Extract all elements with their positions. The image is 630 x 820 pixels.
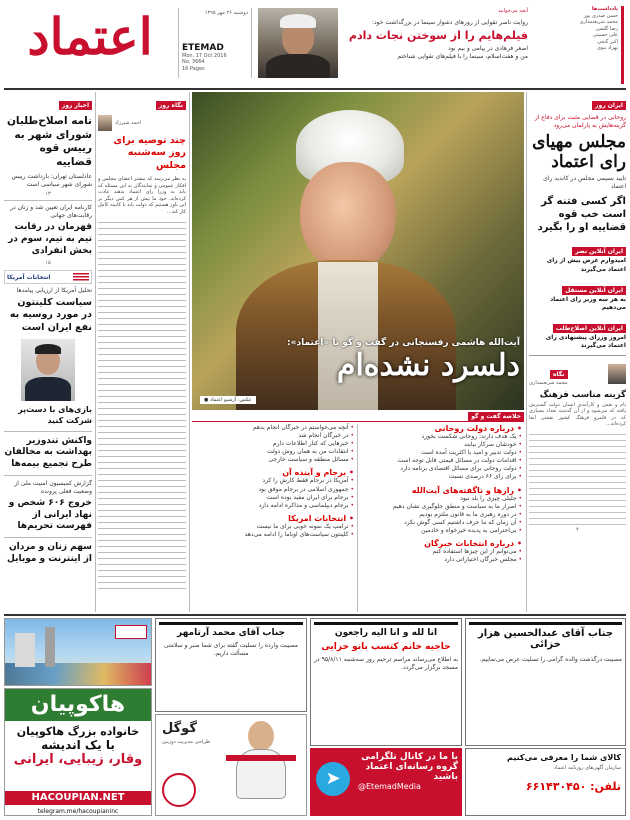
- summary-item: • آن زمان که ما حرف داشتیم کسی گوش نکرد: [360, 519, 522, 527]
- summary-item: • کلینتون سیاست‌های اوباما را ادامه می‌دهد: [194, 531, 354, 539]
- left-headline-3[interactable]: قهرمان در رقابت تیم به تیم، سوم در بخش انفرادی: [8, 222, 92, 256]
- columnist-photo: [608, 364, 626, 384]
- summary-item: • در دوره رهبری ما به قانون ملتزم بودیم: [360, 511, 522, 519]
- condolence-notice-2[interactable]: [465, 618, 626, 746]
- condolence-notice-1[interactable]: [155, 618, 307, 712]
- summary-item: • یک هدف دارند: روحانی شکست بخورد: [360, 433, 522, 441]
- telegram-icon: ➤: [316, 762, 350, 796]
- notice-2-sub: حاجیه خانم کتسب بانو خزایی: [321, 642, 451, 652]
- telegram-line-2: گروه رسانه‌ای اعتماد: [365, 762, 458, 772]
- right-kicker: روحانی در قضایی مثبت برای دفاع از گزینه‌هایش به پارلمان می‌رود: [534, 114, 626, 130]
- masthead: [0, 0, 630, 86]
- hacoupian-telegram: telegram.me/hacoupianinc: [37, 808, 119, 815]
- figure-illustration: [226, 721, 296, 811]
- left-headline-6[interactable]: واکنش تندوزیر بهداشت به مخالفان طرح تجمیع بیمه‌ها: [4, 435, 92, 470]
- gorgan-sub: طراحی مدیریت دوربین: [162, 739, 211, 745]
- notice-3-body: مصیبت درگذشت والده گرامی را تسلیت عرض می‌نماییم.: [479, 656, 622, 663]
- summary-item: • برجام برای ایران مفید بوده است: [194, 494, 354, 502]
- top-list-item: بهزاد نبوی: [596, 45, 618, 51]
- summary-item: • برای رای ۶۶ درصدی نسبت: [360, 473, 522, 481]
- left-headline-7: گزارش کمیسیون امنیت ملی از وضعیت فعلی پرونده: [14, 479, 92, 495]
- right-tag-3: ایران آنلاین مستقل: [562, 286, 626, 295]
- newspaper-logo: [8, 6, 172, 72]
- summary-item: • مجلس خبرگان اختیاراتی دارد: [360, 556, 522, 564]
- opinion-column: [98, 92, 186, 612]
- us-election-banner: [4, 270, 92, 284]
- circle-badge: [162, 773, 196, 807]
- top-right-list: [532, 6, 624, 84]
- flag-icon: [73, 273, 89, 282]
- ad-office-phone: تلفن: ۶۶۱۴۳۰۴۵۰: [525, 779, 621, 793]
- analyst-photo: [21, 339, 75, 401]
- gorgan-brand: گوگل: [162, 721, 197, 736]
- camera-ad[interactable]: [155, 714, 307, 816]
- teaser-sub-1: اصغر فرهادی در پیامی و بیم بود: [448, 44, 528, 52]
- summary-title-a2[interactable]: • رازها و ناگفته‌های آیت‌الله: [360, 486, 522, 495]
- summary-item: • جمهوری اسلامی در برجام موفق بود: [194, 486, 354, 494]
- left-sub-4: تحلیل آمریکا از ارزیابی پیامدها: [16, 287, 92, 294]
- right-body-4: امروز وزرای پیشنهادی رای اعتماد می‌گیرند: [545, 333, 626, 349]
- left-sub-1: عادلستان تهران: بازداشت رییس شورای شهر سیاسی است: [11, 172, 92, 188]
- summary-item: • بی‌احترامی به پدیده خیرخواه و خادمین: [360, 527, 522, 535]
- taghvaei-photo: [258, 8, 338, 78]
- summary-tag-row: [192, 412, 524, 422]
- summary-col-b: [194, 424, 354, 614]
- summary-item: • مسائل منطقه و سیاست خارجی: [194, 456, 354, 464]
- logo-text: اعتماد: [27, 7, 153, 66]
- teaser-block: [342, 8, 528, 82]
- right-column: [529, 92, 626, 612]
- byline-label: نگاه: [550, 370, 568, 379]
- left-headline-8[interactable]: خروج ۶۰۶ شخص و نهاد ایرانی از فهرست تحریم‌ها: [8, 497, 92, 532]
- travel-ad[interactable]: [4, 618, 152, 686]
- teaser-sub-2: من و هفت‌اسلام، سینما را با فیلم‌های تقوایی شناختم: [397, 52, 528, 60]
- right-body-2: امیدوارم غرض بیش از رای اعتماد می‌گیرند: [546, 257, 626, 273]
- elections-label: انتخابات آمریکا: [7, 273, 51, 281]
- ad-office-sub: سازمان آگهی‌های روزنامه اعتماد: [553, 765, 621, 771]
- opinion-title[interactable]: چند توصیه برای روز سه‌شنبه مجلس: [113, 135, 186, 171]
- left-headline-2: کارنامه ایران تعیین شد و زنان در رقابت‌های جهانی: [10, 204, 92, 220]
- notice-3-title: جناب آقای عبدالحسین هزار خزائی: [477, 628, 614, 650]
- summary-tag: خلاصه گفت و گو: [468, 412, 524, 421]
- hacoupian-line-2: با یک اندیشه: [41, 738, 115, 752]
- summary-item: • ترامپ یک نمونه خوبی برای ما نیست: [194, 523, 354, 531]
- hacoupian-line-3: وقار، زیبایی، ایرانی: [13, 752, 143, 767]
- notice-1-body: مصیبت وارده را تسلیت گفته برای شما صبر و سلامتی مسألت داریم.: [164, 642, 298, 658]
- summary-item: • در خبرگان انجام شد: [194, 432, 354, 440]
- top-list-item: حسن صدری پور: [583, 12, 618, 19]
- photo-caption: ● عکس: آرشیو اعتماد: [200, 396, 256, 404]
- advertising-notice[interactable]: [465, 748, 626, 816]
- summary-item: • آمریکا در برجام فقط کارش را کرد: [194, 477, 354, 485]
- summary-item: • خبرهایی که کنار اطلاعات دارم: [194, 440, 354, 448]
- left-headline-9[interactable]: سهم زنان و مردان از اینترنت و موبایل: [7, 542, 92, 564]
- summary-item: • دولت تدبیر و امید با اکثریت آمده است: [360, 449, 522, 457]
- summary-col-a: [360, 424, 522, 614]
- right-body-3: به هر سه وزیر رای اعتماد می‌دهیم: [550, 295, 626, 311]
- summary-item: • اقدامات دولت در مسائل قیمتی قابل توجه است: [360, 457, 522, 465]
- telegram-handle: @EtemadMedia: [358, 782, 421, 791]
- hacoupian-logo: هاکوپیان: [5, 689, 151, 721]
- opinion-body: به نظر می‌رسد که بیشتر اعضای مجلس و افکار عمومی و نمایندگان به این مسئله که باید به وزرا رای اعتماد بدهند عادت کرده‌اند. خود ما بیش از هر کس دیگر بر این باور هستیم که دولت باید با کابینه کامل کار کند...: [98, 176, 186, 215]
- top-list-item: اکبر گنجی: [597, 38, 618, 45]
- masthead-divider: [4, 88, 626, 90]
- top-list-item: علی حسینی: [592, 32, 618, 38]
- right-headline-2[interactable]: اگر کسی فتنه گر است خب قوه قضاییه او را بگیرد: [537, 196, 626, 234]
- telegram-line-1: با ما در کانال تلگرامی: [361, 752, 458, 762]
- opinion-filler: [98, 219, 186, 589]
- summary-item: • آنچه می‌خواستم در خبرگان انجام بدهم: [194, 424, 354, 432]
- hacoupian-line-1: خانواده بزرگ هاکوپیان: [16, 725, 140, 738]
- right-headline[interactable]: مجلس مهیای رای اعتماد: [532, 132, 626, 172]
- left-news-column: اخبار روز نامه اصلاح‌طلبان شورای شهر به رییس قوه قضاییه عادلستان تهران: بازداشت رییس شورای شهر سیاسی است ۱۳ کارنامه ایران تعیین شد و زنان در رقابت‌های جهانی قهرمان در رقابت تیم به تیم، سوم در بخش انفرادی ۱۵ انتخابات آمریکا تحلیل آمریکا از ارزیابی پیامدها سیاست کلینتون در مورد روسیه به نفع ایران است بازی‌های با دست‌پر شرکت کنید واکنش تندوزیر بهداشت به مخالفان طرح تجمیع بیمه‌ها گزارش کمیسیون امنیت ملی از وضعیت فعلی پرونده خروج ۶۰۶ شخص و نهاد ایرانی از فهرست تحریم‌ها سهم زنان و مردان از اینترنت و موبایل: [4, 92, 92, 612]
- author-avatar: [98, 115, 112, 131]
- opinion-tag: نگاه روز: [98, 92, 186, 111]
- summary-item: • دولت روحانی برای مسائل اقتصادی برنامه دارد: [360, 465, 522, 473]
- left-headline-5: بازی‌های با دست‌پر شرکت کنید: [18, 405, 92, 425]
- byline-name: محمد شریعتمداری: [529, 380, 568, 387]
- notice-2-body: به اطلاع می‌رساند مراسم ترحیم روز سه‌شنبه ۹۵/۸/۱۱ در مسجد برگزار می‌گردد.: [314, 656, 458, 672]
- telegram-line-3: باشید: [433, 772, 458, 782]
- summary-title-a1[interactable]: • درباره دولت روحانی: [360, 424, 522, 433]
- summary-item: • می‌توانم از این چیزها استفاده کنم: [360, 548, 522, 556]
- issue-number: No. 3664: [182, 59, 205, 65]
- summary-item: • انتقادات من به همان روش دولت: [194, 448, 354, 456]
- left-headline-4[interactable]: سیاست کلینتون در مورد روسیه به نفع ایران است: [9, 297, 92, 333]
- top-list-item: رضا گلشن: [595, 25, 618, 32]
- right-article-title[interactable]: گزینه مناسب فرهنگ: [539, 389, 626, 400]
- ad-office-title: کالای شما را معرفی می‌کنیم: [507, 753, 621, 762]
- page-count: 16 Pages: [182, 65, 205, 72]
- funeral-notice[interactable]: [310, 618, 462, 746]
- quote-kicker: آیت‌الله هاشمی رفسنجانی در گفت و گو با «اعتماد»:: [287, 338, 520, 348]
- right-tag-1: ایران روز: [529, 92, 626, 111]
- summary-title-b2[interactable]: • برجام و آینده آن: [194, 468, 354, 477]
- summary-title-a3[interactable]: • درباره انتخابات خبرگان: [360, 539, 522, 548]
- date-en: Mon. 17 Oct 2016: [182, 52, 227, 59]
- left-headline-1[interactable]: نامه اصلاح‌طلبان شورای شهر به رییس قوه قضاییه: [6, 115, 92, 168]
- summary-item: • اصرار ما به سیاست و منطق جلوگیری نشان دهیم: [360, 503, 522, 511]
- right-body-1: تایید بسیمی مجلس در کاندید رای اعتماد: [543, 175, 626, 191]
- right-page-ref: ۴: [576, 526, 579, 533]
- telegram-ad[interactable]: [310, 748, 462, 816]
- main-headline[interactable]: دلسرد نشده‌ام: [336, 348, 520, 383]
- top-list-item: محمد شریعتمداری: [579, 19, 618, 25]
- right-tag-2: ایران آنلاین نصر: [572, 247, 626, 256]
- opinion-author: احمد شیرزاد: [115, 119, 142, 126]
- left-section-tag: اخبار روز: [4, 92, 92, 111]
- latin-name: ETEMAD: [182, 42, 224, 53]
- teaser-headline[interactable]: فیلم‌هایم را از سوختن نجات دادم: [348, 28, 528, 42]
- top-list-item: یادداشت‌ها: [591, 6, 618, 12]
- date-fa: دوشنبه ۲۶ مهر ۱۳۹۵: [204, 10, 248, 16]
- teaser-kicker: روایت ناصر تقوایی از روزهای دشوار سینما در بزرگداشت خود:: [371, 18, 528, 26]
- summary-title-b3[interactable]: • انتخابات امریکا: [194, 514, 354, 523]
- summary-item: • برجام دیپلماسی و مذاکره ادامه دارد: [194, 502, 354, 510]
- right-article-filler: [529, 431, 626, 527]
- notice-1-title: جناب آقای محمد آرتامهر: [176, 628, 286, 638]
- summary-item: • جلیلی چیزی را بلد نبود: [360, 495, 522, 503]
- notice-2-title: انا لله و انا الیه راجعون: [334, 628, 438, 638]
- right-tag-4: ایران آنلاین اصلاح‌طلب: [553, 324, 626, 333]
- date-box: [178, 8, 252, 78]
- summary-item: • خودشان سرکار بیایند: [360, 441, 522, 449]
- hacoupian-ad[interactable]: [4, 688, 152, 816]
- right-article-body: نام و نقش و کارآمدی انسان دولت گسترش یافته که می‌شود و از آن گذشته تعداد بسیاری که در قلمرو فرهنگ کشور نقشی ایفا کرده‌اند...: [529, 401, 626, 428]
- hacoupian-url: HACOUPIAN.NET: [5, 791, 151, 805]
- camera-icon: ●: [204, 397, 209, 403]
- teaser-tagline: آنچه می‌خوانید: [498, 8, 528, 14]
- headline-block: [196, 338, 520, 398]
